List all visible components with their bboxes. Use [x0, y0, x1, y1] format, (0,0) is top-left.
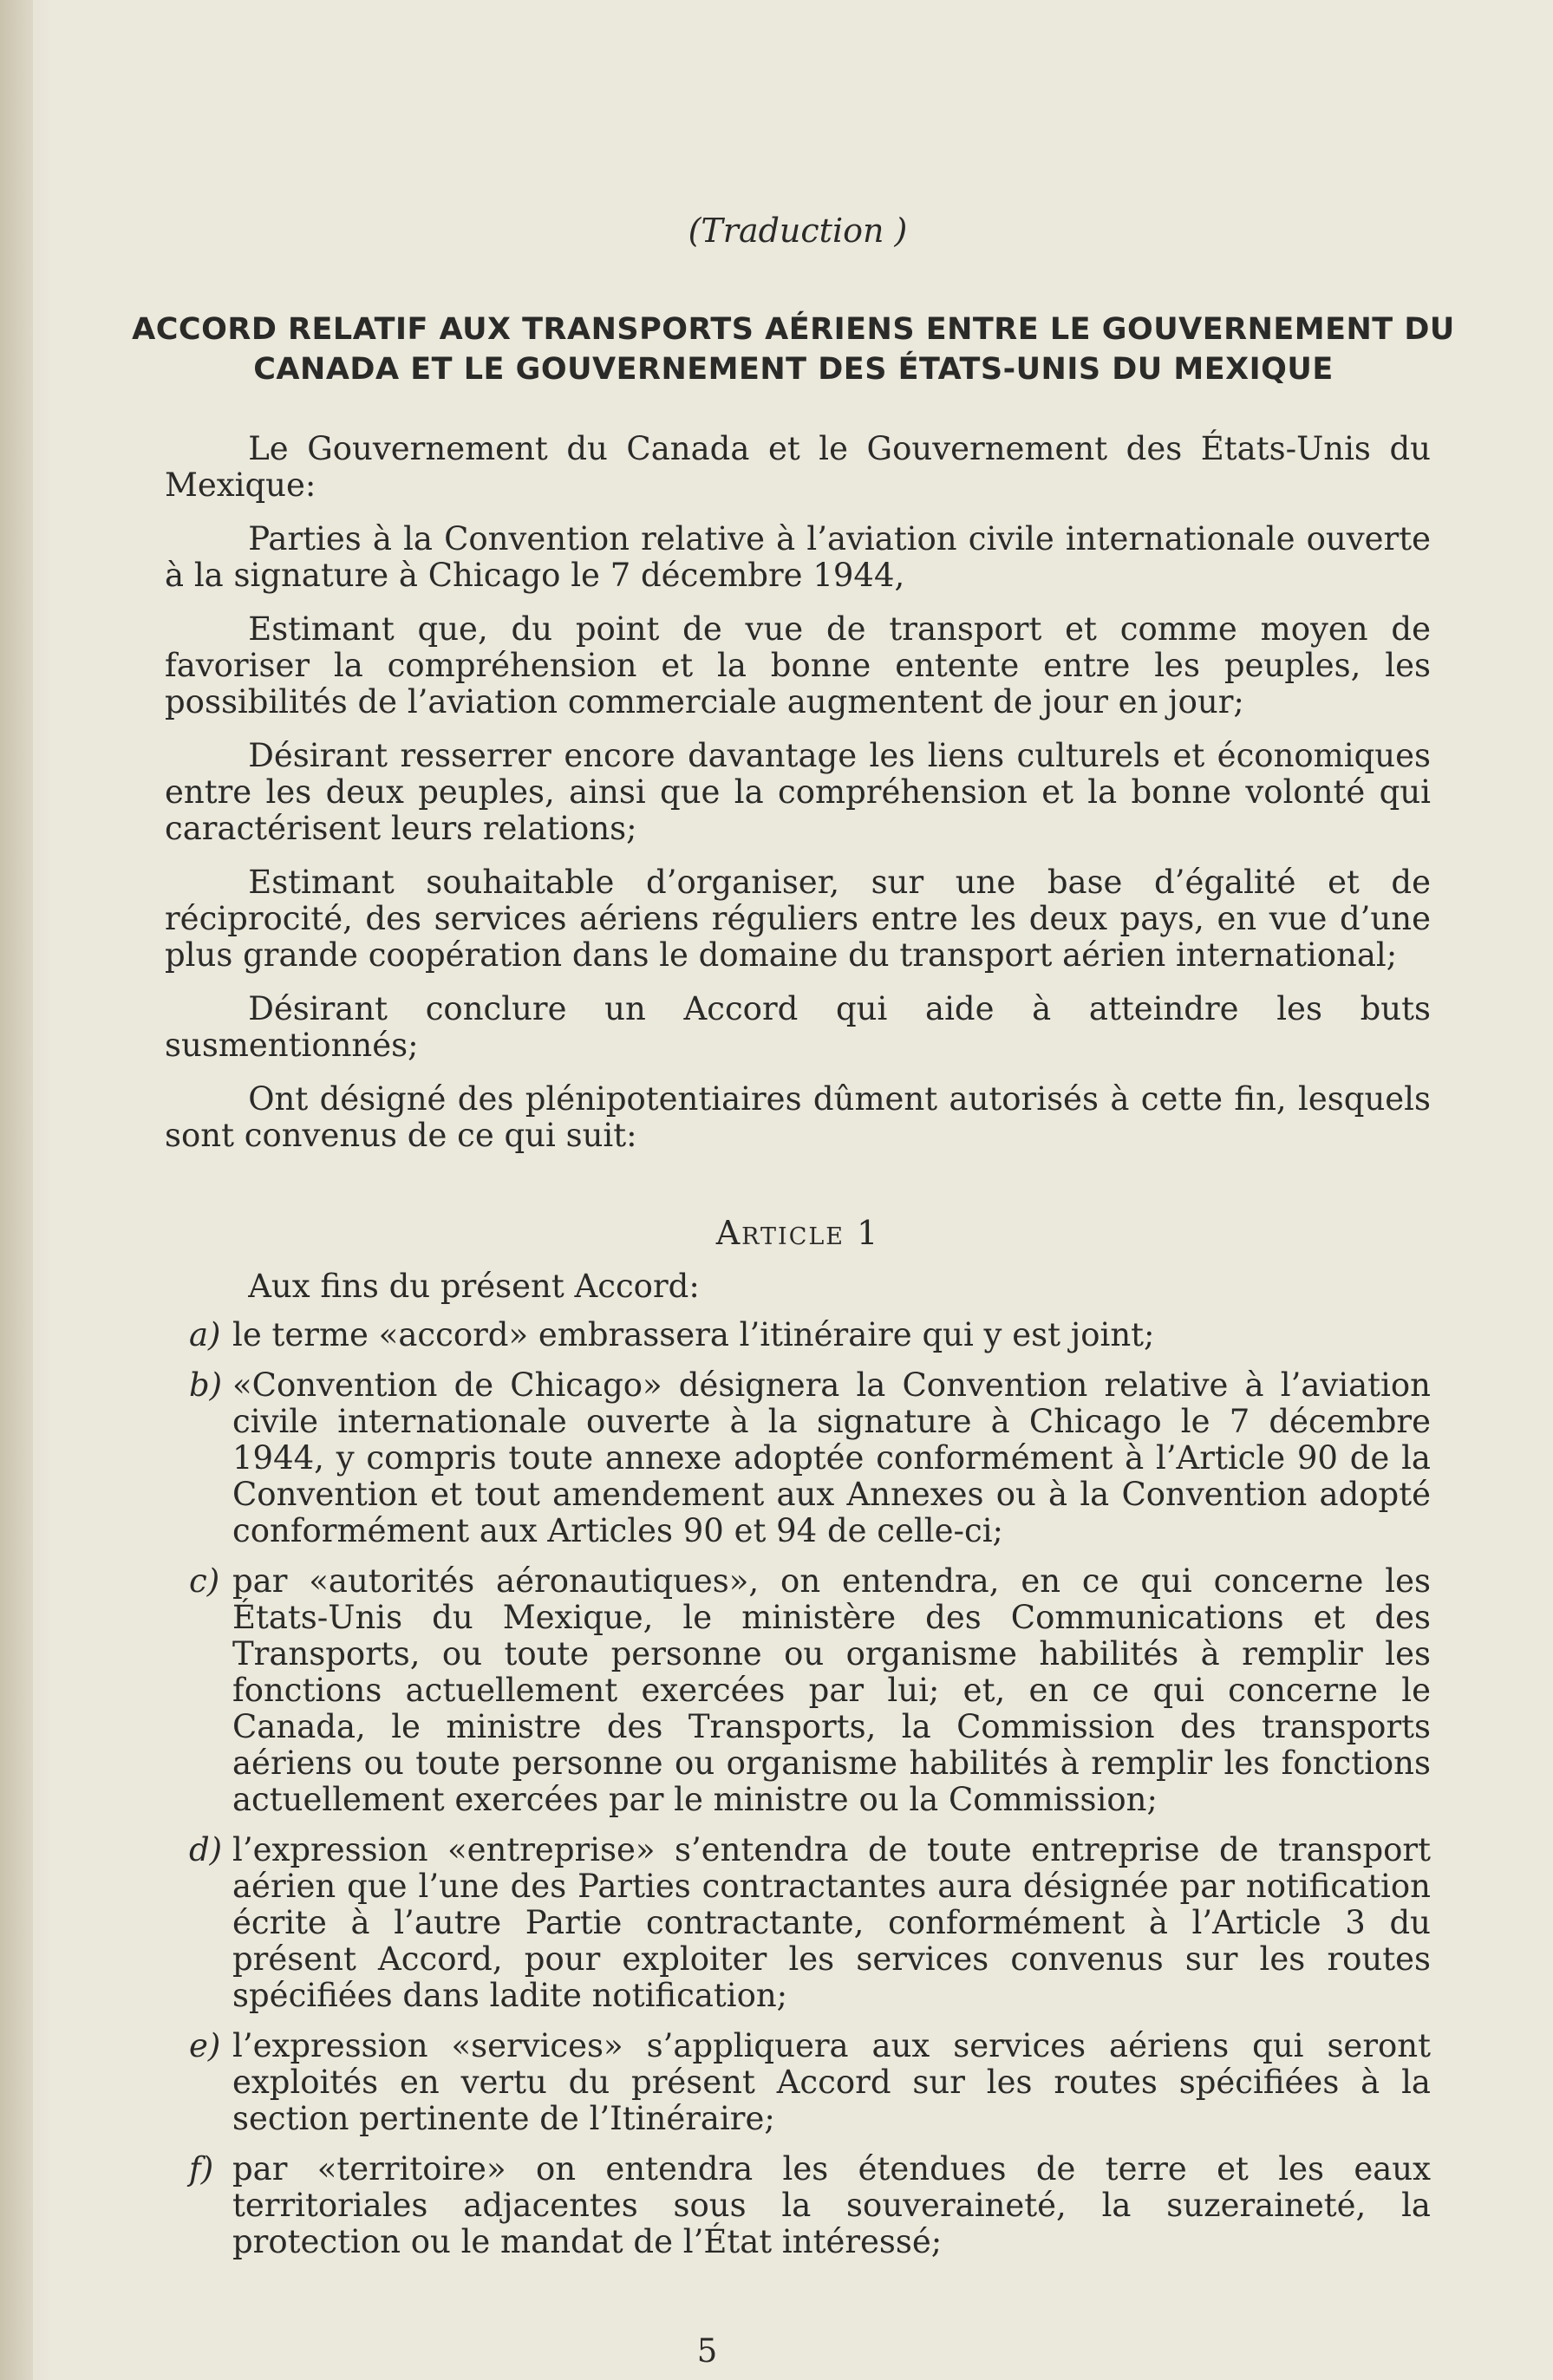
definition-letter: c)	[189, 1562, 220, 1600]
document-title: ACCORD RELATIF AUX TRANSPORTS AÉRIENS ENTRE LE GOUVERNEMENT DU CANADA ET LE GOUVERNEMENT DES ÉTATS-UNIS DU MEXIQUE	[132, 312, 1455, 387]
preamble-paragraph: Estimant que, du point de vue de transport et comme moyen de favoriser la compréhension et la bonne entente entre les peuples, les possibilités de l’aviation commerciale augmentent de jour en jour;	[165, 610, 1431, 721]
definition-item	[165, 1563, 1431, 1818]
binding-spine	[0, 0, 33, 2380]
definition-text: par «territoire» on entendra les étendues de terre et les eaux territoriales adjacentes sous la souveraineté, la suzeraineté, la protection ou le mandat de l’État intéressé;	[232, 2150, 1431, 2260]
preamble-paragraph: Parties à la Convention relative à l’aviation civile internationale ouverte à la signature à Chicago le 7 décembre 1944,	[165, 520, 1431, 594]
definition-text: «Convention de Chicago» désignera la Convention relative à l’aviation civile internationale ouverte à la signature à Chicago le 7 décembre 1944, y compris toute annexe adoptée conformément à l’Article 90 de la Convention et tout amendement aux Annexes ou à la Convention adopté conformément aux Articles 90 et 94 de celle-ci;	[232, 1366, 1431, 1549]
definition-text: par «autorités aéronautiques», on entendra, en ce qui concerne les États-Unis du Mexique, le ministère des Communications et des Transports, ou toute personne ou organisme habilités à remplir les fonctions actuellement exercées par lui; et, en ce qui concerne le Canada, le ministre des Transports, la Commission des transports aériens ou toute personne ou organisme habilités à remplir les fonctions actuellement exercées par le ministre ou la Commission;	[232, 1562, 1431, 1818]
translation-note: (Traduction )	[688, 212, 908, 250]
definition-item	[165, 1367, 1431, 1549]
article-intro: Aux fins du présent Accord:	[248, 1268, 700, 1305]
definition-letter: a)	[189, 1316, 221, 1353]
article-heading: Article 1	[715, 1214, 880, 1252]
definition-letter: d)	[189, 1831, 223, 1868]
preamble-paragraph: Désirant resserrer encore davantage les liens culturels et économiques entre les deux peuples, ainsi que la compréhension et la bonne volonté qui caractérisent leurs relations;	[165, 737, 1431, 847]
definition-item	[165, 2151, 1431, 2260]
document-body	[132, 212, 1455, 2274]
definition-item	[165, 1317, 1431, 1353]
page-number: 5	[696, 2332, 718, 2370]
preamble-paragraph: Le Gouvernement du Canada et le Gouvernement des États-Unis du Mexique:	[165, 430, 1431, 504]
definition-letter: e)	[189, 2027, 221, 2064]
preamble-paragraph: Ont désigné des plénipotentiaires dûment autorisés à cette fin, lesquels sont convenus de ce qui suit:	[165, 1080, 1431, 1154]
preamble-paragraph: Estimant souhaitable d’organiser, sur une base d’égalité et de réciprocité, des services aériens réguliers entre les deux pays, en vue d’une plus grande coopération dans le domaine du transport aérien international;	[165, 864, 1431, 974]
definition-text: le terme «accord» embrassera l’itinéraire qui y est joint;	[232, 1316, 1155, 1353]
definition-text: l’expression «entreprise» s’entendra de toute entreprise de transport aérien que l’une des Parties contractantes aura désignée par notification écrite à l’autre Partie contractante, conformément à l’Article 3 du présent Accord, pour exploiter les services convenus sur les routes spécifiées dans ladite notification;	[232, 1831, 1431, 2014]
definitions-list	[165, 1317, 1431, 2260]
preamble	[165, 431, 1431, 1154]
definition-letter: f)	[189, 2150, 214, 2188]
definition-letter: b)	[189, 1366, 223, 1404]
preamble-paragraph: Désirant conclure un Accord qui aide à atteindre les buts susmentionnés;	[165, 990, 1431, 1064]
definition-item	[165, 1832, 1431, 2014]
definition-text: l’expression «services» s’appliquera aux services aériens qui seront exploités en vertu du présent Accord sur les routes spécifiées à la section pertinente de l’Itinéraire;	[232, 2027, 1431, 2137]
definition-item	[165, 2028, 1431, 2137]
